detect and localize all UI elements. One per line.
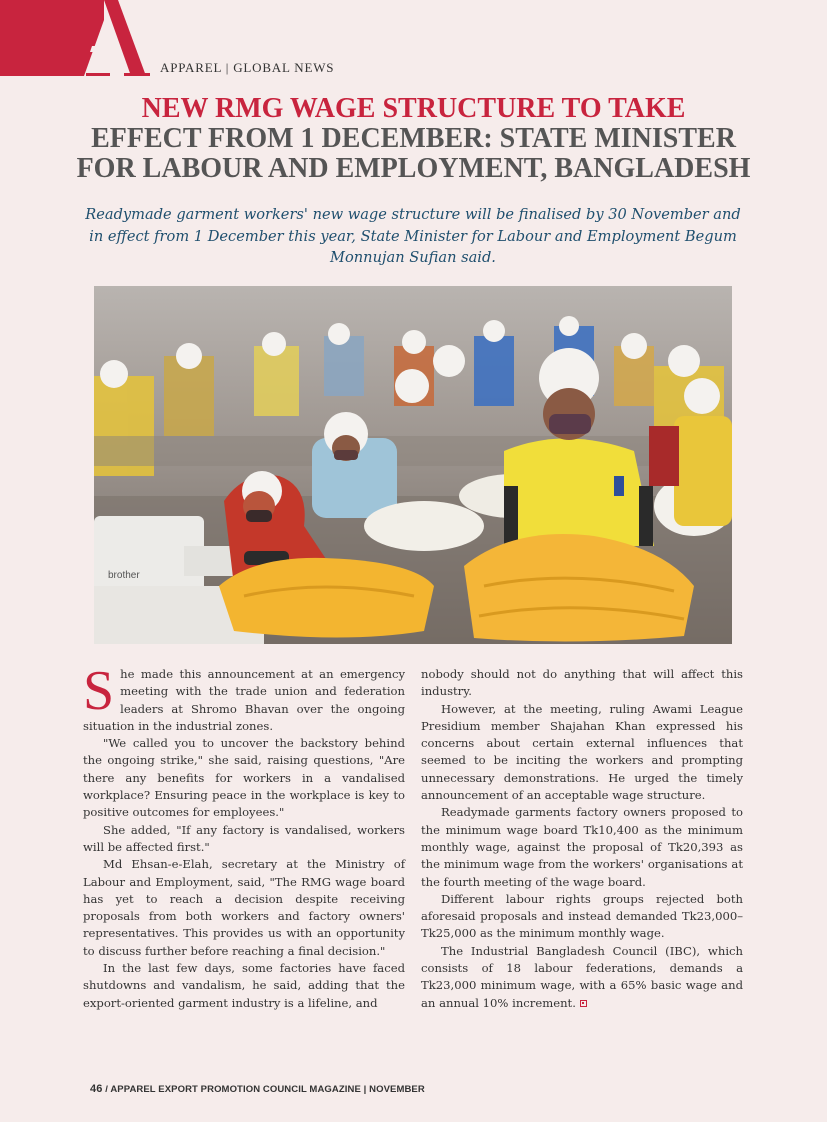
paragraph-2: "We called you to uncover the backstory behind the ongoing strike," she said, raising questions, "Are there any benefits for workers in a vandalised workplace? Ensuring peace in the workplace is key to positive outcomes for employees."	[83, 736, 405, 820]
article-column-right	[421, 666, 743, 1012]
paragraph-6: nobody should not do anything that will affect this industry.	[421, 667, 743, 699]
headline-line-1: NEW RMG WAGE STRUCTURE TO TAKE	[141, 93, 686, 124]
article-headline	[40, 94, 787, 184]
machine-brand-label: brother	[108, 570, 140, 581]
paragraph-1-text: he made this announcement at an emergency meeting with the trade union and federation leaders at Shromo Bhavan over the ongoing situation in the industrial zones.	[83, 667, 405, 733]
headline-line-2: EFFECT FROM 1 DECEMBER: STATE MINISTER	[91, 123, 736, 154]
end-of-article-icon	[580, 1000, 587, 1007]
article-photo	[94, 286, 732, 644]
paragraph-10	[421, 943, 743, 1012]
page-number: 46	[90, 1083, 103, 1095]
drop-cap: S	[83, 660, 115, 722]
paragraph-7: However, at the meeting, ruling Awami League Presidium member Shajahan Khan expressed his concerns about certain external influences that seemed to be inciting the workers and prompting unnecessary demonstrations. He urged the timely announcement of an acceptable wage structure.	[421, 701, 743, 803]
page-footer	[90, 1083, 425, 1095]
paragraph-8: Readymade garments factory owners proposed to the minimum wage board Tk10,400 as the minimum monthly wage, against the proposal of Tk20,393 as the minimum wage from the workers' organisations at the fourth meeting of the wage board.	[421, 805, 743, 889]
section-label: APPAREL | GLOBAL NEWS	[160, 60, 335, 75]
paragraph-10-text: The Industrial Bangladesh Council (IBC), which consists of 18 labour federations, demands a Tk23,000 minimum wage, with a 65% basic wage and an annual 10% increment.	[421, 943, 743, 1010]
paragraph-1	[83, 660, 405, 735]
headline-line-3: FOR LABOUR AND EMPLOYMENT, BANGLADESH	[76, 153, 751, 184]
paragraph-4: Md Ehsan-e-Elah, secretary at the Ministry of Labour and Employment, said, "The RMG wage board has yet to reach a decision despite receiving proposals from both workers and factory owners' representatives. This provides us with an opportunity to discuss further before reaching a final decision."	[83, 857, 405, 958]
paragraph-9: Different labour rights groups rejected both aforesaid proposals and instead demanded Tk23,000–Tk25,000 as the minimum monthly wage.	[421, 891, 743, 941]
paragraph-5: In the last few days, some factories have faced shutdowns and vandalism, he said, adding that the export-oriented garment industry is a lifeline, and	[83, 961, 405, 1010]
garment-factory-photo	[94, 286, 732, 644]
paragraph-3: She added, "If any factory is vandalised, workers will be affected first."	[83, 822, 405, 854]
article-standfirst: Readymade garment workers' new wage structure will be finalised by 30 November and in effect from 1 December this year, State Minister for Labour and Employment Begum Monnujan Sufian said.	[85, 206, 741, 266]
publication-name: / APPAREL EXPORT PROMOTION COUNCIL MAGAZINE | NOVEMBER	[105, 1084, 425, 1095]
magazine-logo-a	[0, 0, 150, 76]
article-column-left	[83, 660, 405, 1012]
